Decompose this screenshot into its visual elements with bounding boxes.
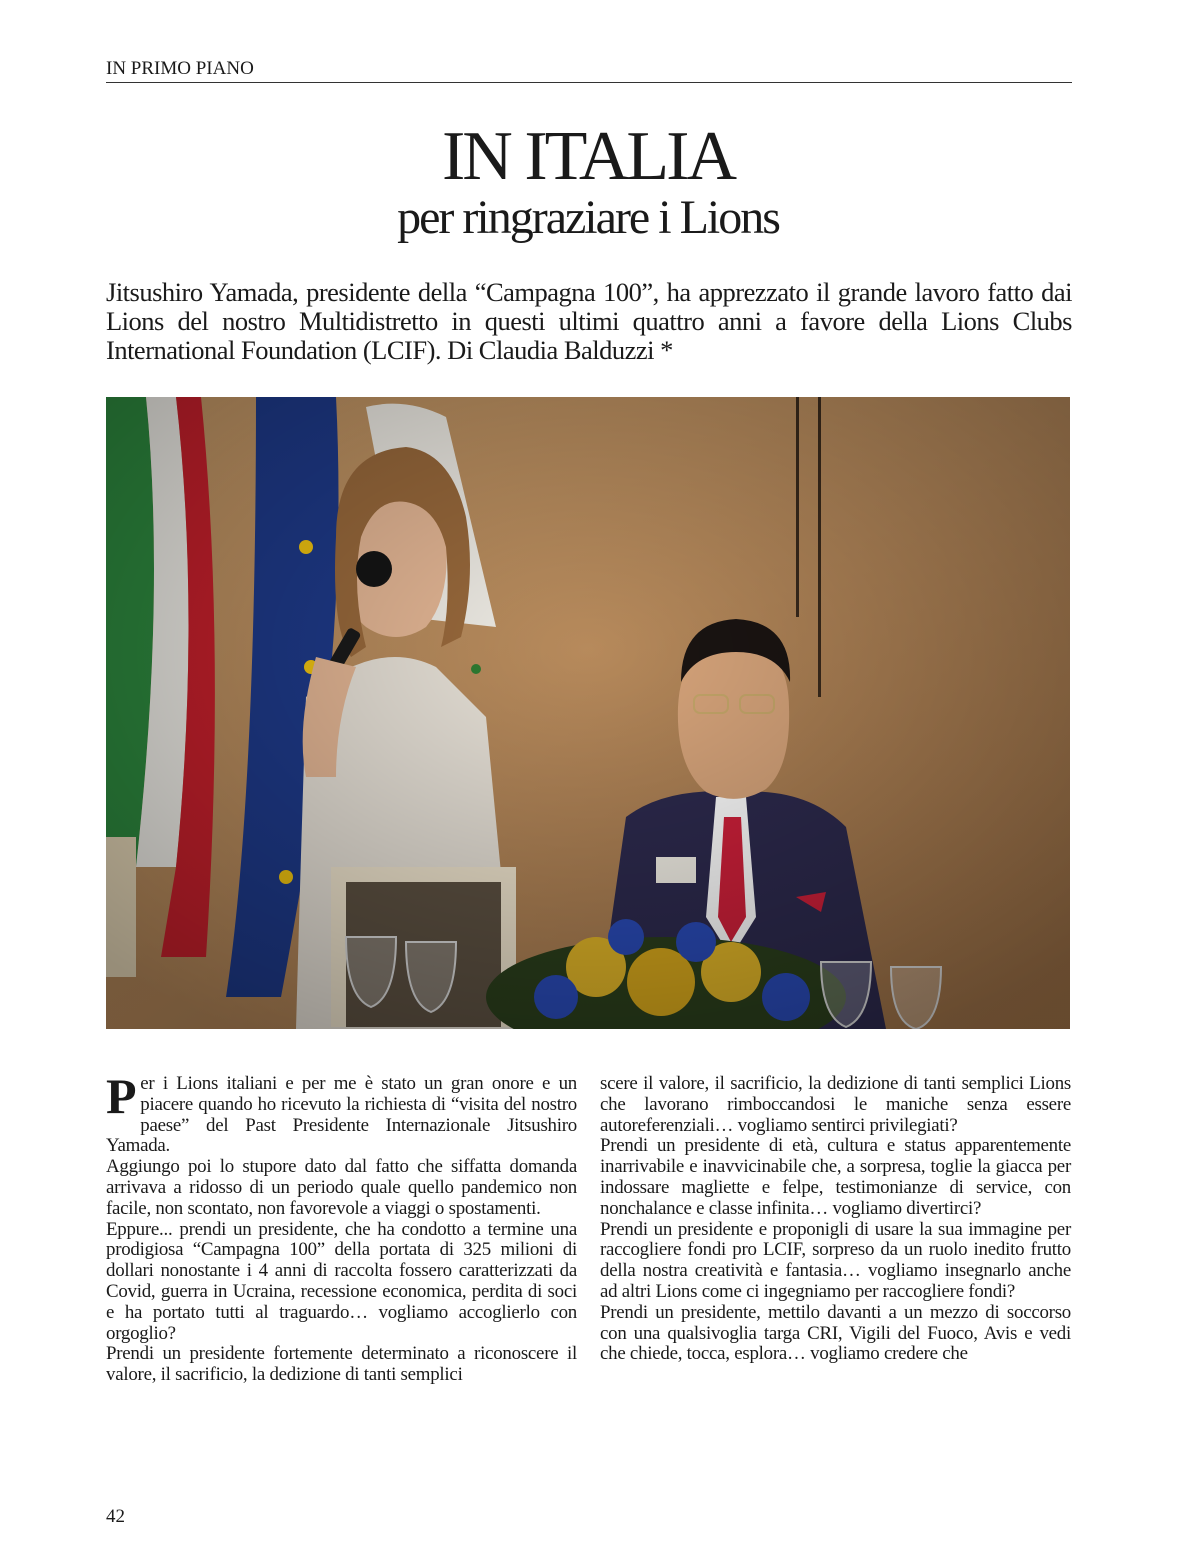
paragraph: Prendi un presidente e proponigli di usare la sua immagine per raccogliere fondi pro LCIF, sorpreso da un ruolo inedito frutto della nostra creatività e fantasia… vogliamo insegnarlo anche ad altri Lions come ci ingegniamo per raccogliere fondi? [600, 1218, 1071, 1302]
drop-cap: P [106, 1068, 137, 1124]
article-lead: Jitsushiro Yamada, presidente della “Campagna 100”, ha apprezzato il grande lavoro fatto dai Lions del nostro Multidistretto in questi ultimi quattro anni a favore della Lions Clubs International Foundation (LCIF). Di Claudia Balduzzi * [106, 277, 1072, 365]
body-column-right [600, 1074, 1071, 1365]
paragraph: Eppure... prendi un presidente, che ha condotto a termine una prodigiosa “Campagna 100” della portata di 325 milioni di dollari nonostante i 4 anni di raccolta fossero caratterizzati da Covid, guerra in Ucraina, recessione economica, perdita di soci e ha portato tutti al traguardo… vogliamo accoglierlo con orgoglio? [106, 1218, 577, 1344]
paragraph: Aggiungo poi lo stupore dato dal fatto che siffatta domanda arrivava a ridosso di un periodo quale quello pandemico non facile, non scontato, non favorevole a viaggi o spostamenti. [106, 1156, 577, 1219]
header-rule [106, 82, 1072, 83]
article-title: IN ITALIA [442, 118, 734, 195]
paragraph: Prendi un presidente, mettilo davanti a un mezzo di soccorso con una qualsivoglia targa CRI, Vigili del Fuoco, Avis e vedi che chiede, tocca, esplora… vogliamo credere che [600, 1301, 1071, 1365]
paragraph: Prendi un presidente di età, cultura e status apparentemente inarrivabile e inavvicinabile che, a sorpresa, toglie la giacca per indossare magliette e felpe, testimonianze di service, con nonchalance e classe infinita… vogliamo divertirci? [600, 1135, 1071, 1219]
article-subtitle: per ringraziare i Lions [397, 191, 779, 244]
section-label: IN PRIMO PIANO [106, 58, 254, 79]
paragraph: Prendi un presidente fortemente determinato a riconoscere il valore, il sacrificio, la dedizione di tanti semplici [106, 1343, 577, 1386]
body-column-left [106, 1068, 577, 1386]
paragraph: scere il valore, il sacrificio, la dedizione di tanti semplici Lions che lavorano rimboccandosi le maniche senza essere autoreferenziali… vogliamo sentirci privilegiati? [600, 1073, 1071, 1136]
article-photo [106, 397, 1070, 1029]
photo-illustration [106, 397, 1070, 1029]
paragraph: Per i Lions italiani e per me è stato un gran onore e un piacere quando ho ricevuto la richiesta di “visita del nostro paese” del Past Presidente Internazionale Jitsushiro Yamada. [106, 1068, 577, 1157]
page-number: 42 [106, 1506, 125, 1527]
